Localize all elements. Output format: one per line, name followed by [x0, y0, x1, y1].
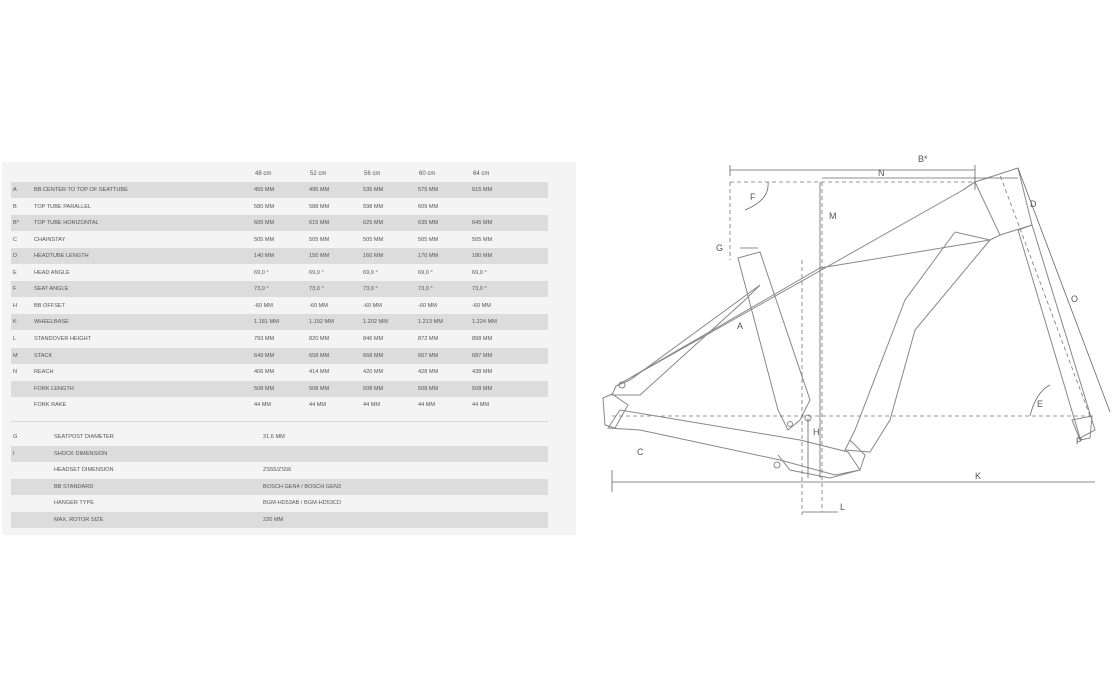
spec-label: BB STANDARD: [54, 483, 94, 490]
bike-frame-diagram: [590, 140, 1119, 530]
row-value: 687 MM: [472, 352, 493, 359]
row-value: 150 MM: [309, 253, 330, 260]
row-value: 69,0 °: [363, 269, 378, 276]
row-value: 625 MM: [363, 220, 384, 227]
row-value: 455 MM: [254, 187, 275, 193]
row-code: E: [13, 269, 17, 276]
row-value: 495 MM: [309, 187, 330, 193]
spec-label: SEATPOST DIAMETER: [54, 434, 114, 440]
row-value: -60 MM: [309, 302, 328, 309]
row-value: 658 MM: [309, 352, 330, 359]
row-value: 69,0 °: [254, 269, 269, 276]
row-value: 180 MM: [472, 253, 493, 260]
row-value: 69,0 °: [472, 269, 487, 276]
row-value: 1.202 MM: [363, 319, 388, 326]
geometry-row: [11, 364, 548, 380]
dim-label-e: E: [1037, 399, 1044, 409]
row-code: B*: [13, 220, 19, 227]
row-value: 615 MM: [472, 187, 493, 193]
geometry-row: [11, 182, 548, 198]
row-value: 438 MM: [472, 369, 493, 376]
row-value: 73,0 °: [363, 286, 378, 293]
row-value: 505 MM: [418, 236, 439, 243]
spec-value: BOSCH GEN4 / BOSCH GEN3: [263, 483, 342, 490]
row-value: 69,0 °: [418, 269, 433, 276]
row-label: CHAINSTAY: [34, 236, 66, 243]
row-value: 508 MM: [363, 385, 384, 392]
row-value: 588 MM: [309, 203, 330, 210]
table-divider: [11, 421, 548, 422]
row-label: WHEELBASE: [34, 319, 69, 326]
row-value: 580 MM: [254, 203, 275, 210]
row-value: 575 MM: [418, 187, 439, 193]
row-value: 406 MM: [254, 369, 275, 376]
row-value: -60 MM: [472, 302, 491, 309]
dim-label-g: G: [716, 243, 724, 253]
row-code: K: [13, 319, 17, 326]
dim-label-n: N: [878, 168, 885, 178]
geometry-row: [11, 381, 548, 397]
row-value: 140 MM: [254, 253, 275, 260]
row-label: BB CENTER TO TOP OF SEATTUBE: [34, 187, 128, 193]
spec-row: [11, 512, 548, 528]
size-header: 48 cm: [255, 171, 272, 177]
row-label: BB OFFSET: [34, 302, 66, 309]
geometry-row: [11, 331, 548, 347]
geometry-row: [11, 248, 548, 264]
row-label: STANDOVER HEIGHT: [34, 335, 92, 342]
row-code: A: [13, 187, 17, 193]
spec-code: I: [13, 450, 15, 457]
dim-label-f: F: [750, 192, 756, 202]
geometry-row: [11, 281, 548, 297]
row-value: 44 MM: [309, 402, 327, 409]
row-value: 428 MM: [418, 369, 439, 376]
dim-label-h: H: [813, 427, 820, 437]
seat-tube: [738, 252, 810, 430]
row-value: 598 MM: [363, 203, 384, 210]
spec-label: MAX. ROTOR SIZE: [54, 516, 104, 523]
row-code: M: [13, 352, 18, 359]
row-value: 44 MM: [254, 402, 272, 409]
spec-code: G: [13, 434, 18, 440]
row-value: 1.181 MM: [254, 319, 279, 326]
dim-label-a: A: [737, 321, 744, 331]
geometry-row: [11, 397, 548, 413]
row-label: HEADTUBE LENGTH: [34, 253, 89, 260]
spec-row: [11, 462, 548, 478]
spec-value: 31,6 MM: [263, 434, 285, 440]
row-value: 414 MM: [309, 369, 330, 376]
seat-stay: [612, 285, 760, 395]
dim-label-k: K: [975, 471, 982, 481]
row-value: 160 MM: [363, 253, 384, 260]
dim-label-p: P: [1076, 436, 1083, 446]
row-code: D: [13, 253, 18, 260]
fork: [1018, 225, 1095, 438]
row-value: -60 MM: [418, 302, 437, 309]
row-value: 508 MM: [418, 385, 439, 392]
spec-row: [11, 479, 548, 495]
row-value: 649 MM: [254, 352, 275, 359]
row-value: 1.192 MM: [309, 319, 334, 326]
row-value: 73,0 °: [472, 286, 487, 293]
row-value: -60 MM: [363, 302, 382, 309]
row-value: 73,0 °: [309, 286, 324, 293]
row-value: 605 MM: [254, 220, 275, 227]
spec-value: ZS55/ZS56: [263, 467, 292, 473]
row-value: 73,0 °: [254, 286, 269, 293]
row-value: 505 MM: [472, 236, 493, 243]
dim-label-o: O: [1071, 294, 1079, 304]
size-header: 56 cm: [364, 171, 381, 177]
row-value: 508 MM: [309, 385, 330, 392]
geometry-row: [11, 199, 548, 215]
row-value: 505 MM: [363, 236, 384, 243]
geometry-row: [11, 348, 548, 364]
row-value: 668 MM: [363, 352, 384, 359]
row-code: L: [13, 335, 17, 342]
spec-row: [11, 495, 548, 511]
spec-label: HANGER TYPE: [54, 500, 94, 506]
row-code: H: [13, 302, 18, 309]
row-value: 505 MM: [309, 236, 330, 243]
down-tube: [845, 232, 990, 452]
dim-label-m: M: [829, 211, 837, 221]
row-value: 44 MM: [363, 402, 381, 409]
row-value: 170 MM: [418, 253, 439, 260]
top-tube: [616, 182, 1000, 386]
row-label: FORK RAKE: [34, 402, 67, 409]
row-value: 535 MM: [363, 187, 384, 193]
row-value: 508 MM: [254, 385, 275, 392]
row-code: B: [13, 203, 17, 210]
row-value: 1.213 MM: [418, 319, 443, 326]
row-value: 44 MM: [418, 402, 436, 409]
spec-label: HEADSET DIMENSION: [54, 467, 114, 473]
row-label: TOP TUBE PARALLEL: [34, 203, 92, 210]
geometry-row: [11, 298, 548, 314]
spec-value: BGM-HD53AB / BGM-HD53CD: [263, 500, 342, 506]
row-value: 420 MM: [363, 369, 384, 376]
row-value: 69,0 °: [309, 269, 324, 276]
row-value: 1.224 MM: [472, 319, 497, 326]
row-value: 609 MM: [418, 203, 439, 210]
row-code: C: [13, 236, 18, 243]
geometry-row: [11, 232, 548, 248]
row-label: REACH: [34, 369, 54, 376]
geometry-row: [11, 314, 548, 330]
row-value: -60 MM: [254, 302, 273, 309]
spec-value: 220 MM: [263, 516, 284, 523]
row-value: 846 MM: [363, 335, 384, 342]
dim-label-d: D: [1030, 199, 1037, 209]
row-label: HEAD ANGLE: [34, 269, 70, 276]
row-value: 667 MM: [418, 352, 439, 359]
geometry-row: [11, 215, 548, 231]
geometry-row: [11, 265, 548, 281]
row-value: 508 MM: [472, 385, 493, 392]
row-value: 44 MM: [472, 402, 490, 409]
dim-label-c: C: [637, 447, 644, 457]
spec-row: [11, 429, 548, 445]
row-value: 505 MM: [254, 236, 275, 243]
row-value: 872 MM: [418, 335, 439, 342]
size-header: 60 cm: [419, 171, 436, 177]
row-code: F: [13, 286, 17, 293]
spec-label: SHOCK DIMENSION: [54, 450, 108, 457]
row-label: TOP TUBE HORIZONTAL: [34, 220, 99, 227]
row-label: STACK: [34, 352, 53, 359]
row-value: 635 MM: [418, 220, 439, 227]
row-value: 793 MM: [254, 335, 275, 342]
dim-label-b: B*: [918, 154, 928, 164]
row-code: N: [13, 369, 18, 376]
size-header: 64 cm: [473, 171, 490, 177]
dim-label-l: L: [840, 502, 846, 512]
row-label: SEAT ANGLE: [34, 286, 69, 293]
row-label: FORK LENGTH: [34, 385, 74, 392]
row-value: 820 MM: [309, 335, 330, 342]
spec-row: [11, 446, 548, 462]
row-value: 645 MM: [472, 220, 493, 227]
rear-dropout: [603, 394, 628, 428]
size-header: 52 cm: [310, 171, 327, 177]
row-value: 73,0 °: [418, 286, 433, 293]
row-value: 615 MM: [309, 220, 330, 227]
row-value: 898 MM: [472, 335, 493, 342]
